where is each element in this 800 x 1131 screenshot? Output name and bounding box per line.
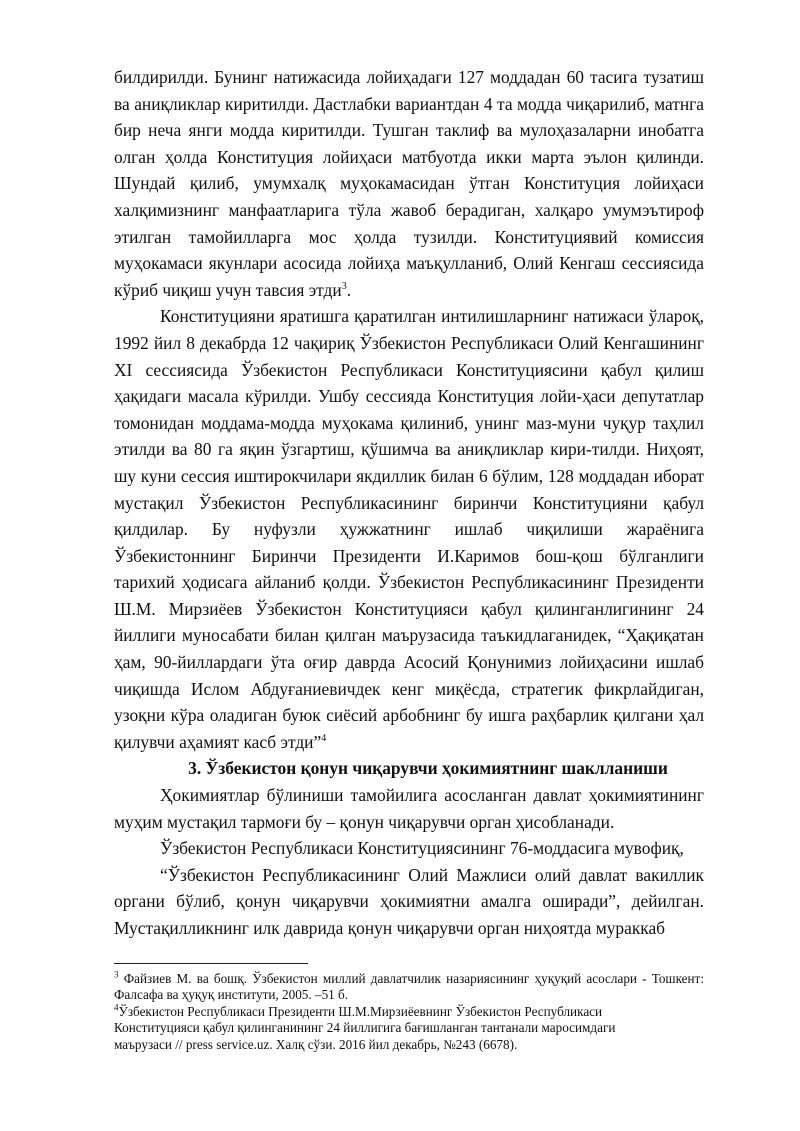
paragraph-3: Ҳокимиятлар бўлиниши тамойилига асосланган давлат ҳокимиятининг муҳим мустақил тармоғи бу – қонун чиқарувчи орган ҳисобланади. [114,785,704,832]
body-text [114,64,704,942]
footnote-3 [114,971,704,1004]
paragraph-1: билдирилди. Бунинг натижасида лойиҳадаги 127 моддадан 60 тасига тузатиш ва аниқликлар киритилди. Дастлабки вариантдан 4 та модда чиқарилиб, матнга бир неча янги модда киритилди. Тушган таклиф ва мулоҳазаларни инобатга олган ҳолда Конституция лойиҳаси матбуотда икки марта эълон қилинди. Шундай қилиб, умумхалқ муҳокамасидан ўтган Конституция лойиҳаси халқимизнинг манфаатларига тўла жавоб берадиган, халқаро умумэътироф этилган тамойилларга мос ҳолда тузилди. Конституциявий комиссия муҳокамаси якунлари асосида лойиҳа маъқулланиб, Олий Кенгаш сессиясида кўриб чиқиш учун тавсия этди$^3$. [114,67,704,300]
footnote-3-number: 3 [114,969,119,980]
footnote-divider [114,963,308,964]
paragraph-1-text: билдирилди. Бунинг натижасида лойиҳадаги 127 моддадан 60 тасига тузатиш ва аниқликлар киритилди. Дастлабки вариантдан 4 та модда чиқарилиб, матнга бир неча янги модда киритилди. Тушган таклиф ва мулоҳазаларни инобатга олган ҳолда Конституция лойиҳаси матбуотда икки марта эълон қилинди. Шундай қилиб, умумхалқ муҳокамасидан ўтган Конституция лойиҳаси халқимизнинг манфаатларига тўла жавоб берадиган, халқаро умумэътироф этилган тамойилларга мос ҳолда тузилди. Конституциявий комиссия муҳокамаси якунлари асосида лойиҳа маъқулланиб, Олий Кенгаш сессиясида кўриб чиқиш учун тавсия этди [114,67,704,300]
footnote-ref-3: 3 [341,280,347,292]
footnote-4-line-1: Ўзбекистон Республикаси Президенти Ш.М.Мирзиёевнинг Ўзбекистон Республикаси [118,1003,603,1019]
paragraph-2-text: Конституцияни яратишга қаратилган интилишларнинг натижаси ўлароқ, 1992 йил 8 декабрда 12 чақириқ Ўзбекистон Республикаси Олий Кенгашининг XI сессиясида Ўзбекистон Республикаси Конституциясини қабул қилиш ҳақидаги масала кўрилди. Ушбу сессияда Конституция лойи-ҳаси депутатлар томонидан моддама-модда муҳокама қилиниб, унинг маз-муни чуқур таҳлил этилди ва 80 га яқин ўзгартиш, қўшимча ва аниқликлар кири-тилди. Ниҳоят, шу куни сессия иштирокчилари якдиллик билан 6 бўлим, 128 моддадан иборат мустақил Ўзбекистон Республикасининг биринчи Конституцияни қабул қилдилар. Бу нуфузли ҳужжатнинг ишлаб чиқилиши жараёнига Ўзбекистоннинг Биринчи Президенти И.Каримов бош-қош бўлганлиги тарихий ҳодисага айланиб қолди. Ўзбекистон Республикасининг Президенти Ш.М. Мирзиёев Ўзбекистон Конституцияси қабул қилинганлигининг 24 йиллиги муносабати билан қилган маърузасида таъкидлаганидек, “Ҳақиқатан ҳам, 90-йиллардаги ўта оғир даврда Асосий Қонунимиз лойиҳасини ишлаб чиқишда Ислом Абдуғаниевичдек кенг миқёсда, стратегик фикрлайдиган, узоқни кўра оладиган буюк сиёсий арбобнинг бу ишга раҳбарлик қилгани ҳал қилувчи аҳамият касб этди” [114,306,704,752]
section-heading: 3. Ўзбекистон қонун чиқарувчи ҳокимиятнинг шаклланиши [188,758,668,779]
footnote-4-line-2: Конституцияси қабул қилинганининг 24 йиллигига бағишланган тантанали маросимдаги [114,1020,616,1036]
footnote-ref-4: 4 [321,733,327,745]
paragraph-2 [114,303,704,755]
footnote-4-number: 4 [114,1002,119,1013]
paragraph-4: Ўзбекистон Республикаси Конституциясининг 76-моддасига мувофиқ, [160,838,684,859]
footnote-4 [114,1004,704,1053]
footnote-4-line-3: маърузаси // press service.uz. Халқ сўзи. 2016 йил декабрь, №243 (6678). [114,1036,518,1052]
footnote-3-text: Файзиев М. ва бошқ. Ўзбекистон миллий давлатчилик назариясининг ҳуқуқий асослари - Тошкент: Фалсафа ва ҳуқуқ институти, 2005. –51 б. [114,971,704,1003]
footnotes [114,971,704,1053]
paragraph-5: “Ўзбекистон Республикасининг Олий Мажлиси олий давлат вакиллик органи бўлиб, қонун чиқарувчи ҳокимиятни амалга оширади”, дейилган. Мустақилликнинг илк даврида қонун чиқарувчи орган ниҳоятда мураккаб [114,864,704,938]
